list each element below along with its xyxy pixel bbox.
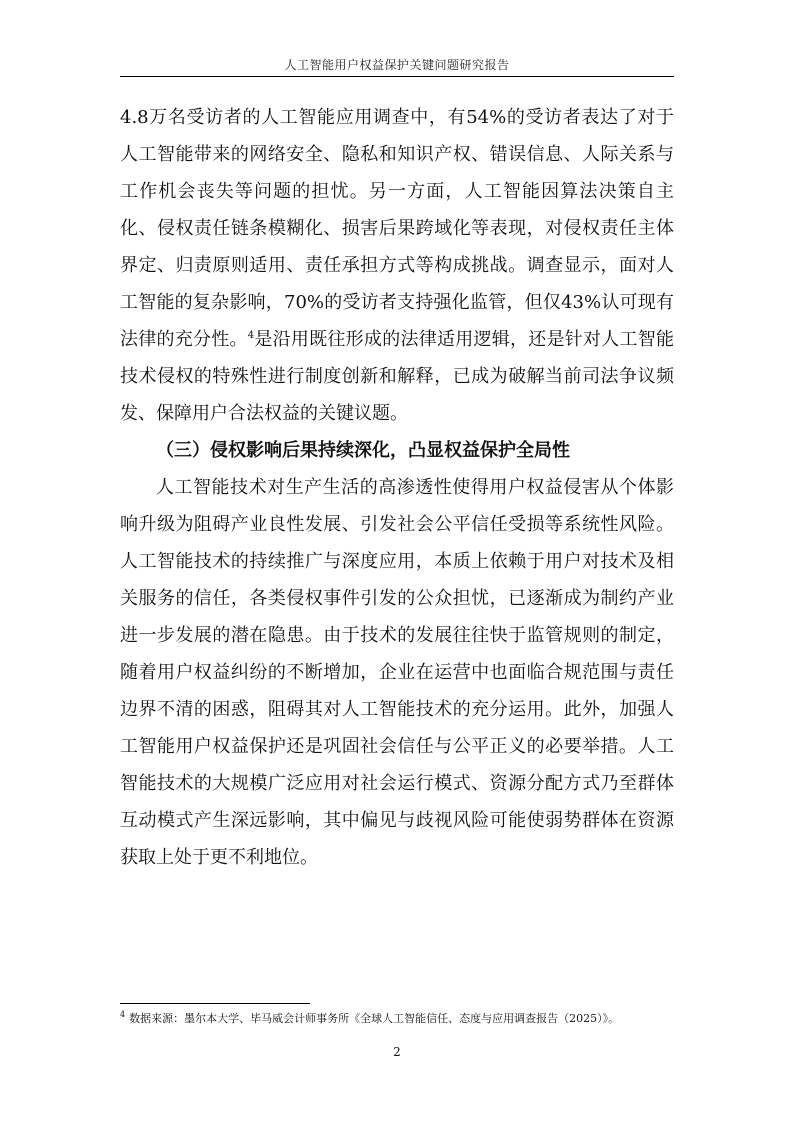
footnote-divider [120, 1003, 310, 1004]
main-text [120, 99, 674, 876]
section-heading: （三）侵权影响后果持续深化，凸显权益保护全局性 [156, 440, 570, 461]
paragraph-text: 是沿用既往形成的法律适用逻辑，还是针对人工智能技术侵权的特殊性进行制度创新和解释，已成为破解当前司法争议频发、保障用户合法权益的关键议题。 [120, 329, 674, 424]
footnote-text: 数据来源：墨尔本大学、毕马威会计师事务所《全球人工智能信任、态度与应用调查报告（2025）》。 [129, 1012, 620, 1025]
page-number: 2 [393, 1045, 401, 1059]
footnote-reference[interactable]: 4 [247, 330, 255, 341]
footnote [120, 1010, 680, 1028]
footnote-mark: 4 [120, 1010, 126, 1020]
paragraph-text: 4.8万名受访者的人工智能应用调查中，有54%的受访者表达了对于人工智能带来的网络安全、隐私和知识产权、错误信息、人际关系与工作机会丧失等问题的担忧。另一方面，人工智能因算法决策自主化、侵权责任链条模糊化、损害后果跨域化等表现，对侵权责任主体界定、归责原则适用、责任承担方式等构成挑战。调查显示，面对人工智能的复杂影响，70%的受访者支持强化监管，但仅43%认可现有法律的充分性。 [120, 107, 674, 350]
paragraph: 人工智能技术对生产生活的高渗透性使得用户权益侵害从个体影响升级为阻碍产业良性发展、引发社会公平信任受损等系统性风险。人工智能技术的持续推广与深度应用，本质上依赖于用户对技术及相关服务的信任，各类侵权事件引发的公众担忧，已逐渐成为制约产业进一步发展的潜在隐患。由于技术的发展往往快于监管规则的制定，随着用户权益纠纷的不断增加，企业在运营中也面临合规范围与责任边界不清的困惑，阻碍其对人工智能技术的充分运用。此外，加强人工智能用户权益保护还是巩固社会信任与公平正义的必要举措。人工智能技术的大规模广泛应用对社会运行模式、资源分配方式乃至群体互动模式产生深远影响，其中偏见与歧视风险可能使弱势群体在资源获取上处于更不利地位。 [120, 477, 674, 868]
running-header: 人工智能用户权益保护关键问题研究报告 [284, 58, 510, 72]
header-divider [120, 76, 674, 77]
paragraph [120, 99, 674, 432]
